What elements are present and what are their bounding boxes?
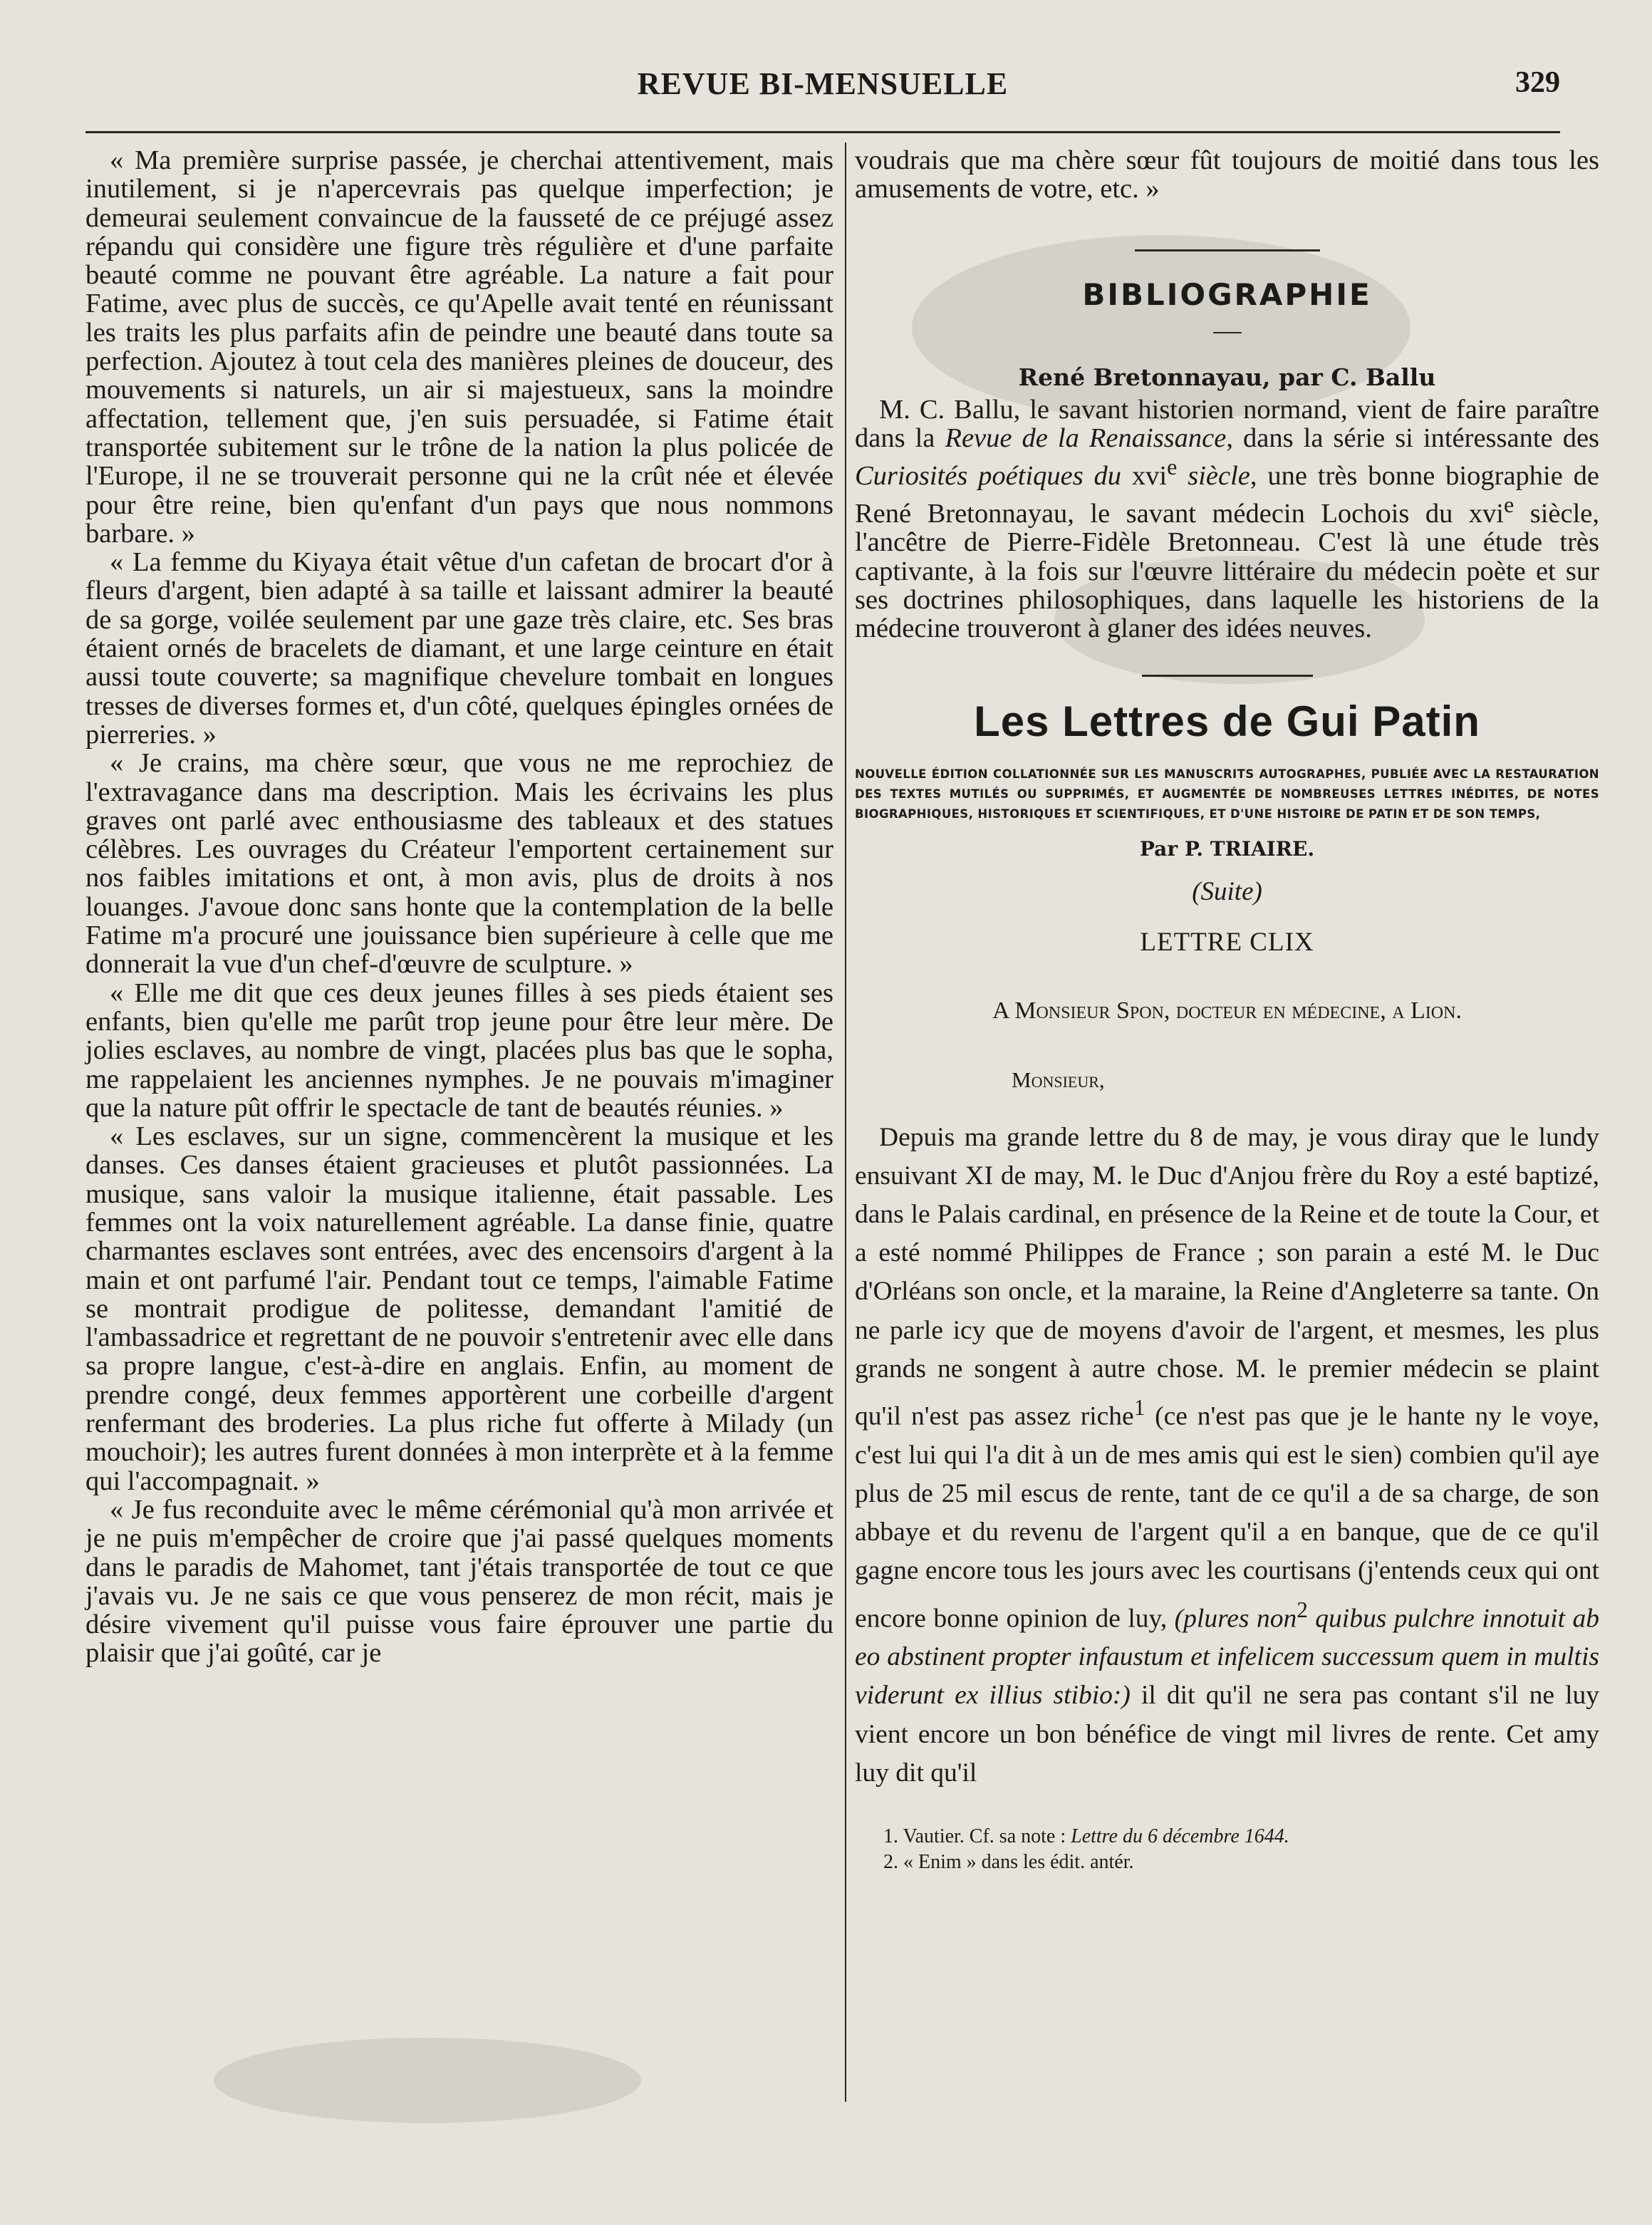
heading-dash: [1213, 332, 1242, 333]
footnote-ref: 2: [1297, 1597, 1308, 1622]
continued-paragraph: voudrais que ma chère sœur fût toujours de moitié dans tous les amusements de votre, etc. »: [855, 145, 1599, 204]
page-number: 329: [1515, 66, 1560, 99]
letter-text-part: Depuis ma grande lettre du 8 de may, je vous diray que le lundy ensuivant XI de may, M. le Duc d'Anjou frère du Roy a esté baptizé, dans le Palais cardinal, en présence de la Reine et de toute la Cour, et a esté nommé Philippes de France ; son parain a esté M. le Duc d'Orléans son oncle, et la maraine, la Reine d'Angleterre sa tante. On ne parle icy que de moyens d'avoir de l'argent, et mesmes, les plus grands ne songent à autre chose. M. le premier médecin se plaint qu'il n'est pas assez riche: [855, 1122, 1599, 1431]
left-column: [85, 146, 833, 1668]
author-line: Par P. TRIAIRE.: [1139, 836, 1315, 861]
letter-text-part: il dit qu'il ne sera pas contant s'il ne luy vient encore un bon bénéfice de vingt mil livres de rente. Cet amy luy dit qu'il: [855, 1681, 1599, 1788]
footnote-text: Vautier. Cf. sa note :: [903, 1825, 1071, 1848]
revue-title: Revue de la Renaissance: [945, 422, 1227, 453]
footnote-text: « Enim » dans les édit. antér.: [903, 1851, 1134, 1874]
header-rule: [85, 131, 1560, 133]
footnote-number: 2.: [883, 1851, 898, 1874]
biblio-text-part: , dans la série si intéressante des: [1226, 422, 1600, 453]
paper-stain: [214, 2038, 641, 2123]
body-paragraph: « La femme du Kiyaya était vêtue d'un cafetan de brocart d'or à fleurs d'argent, bien adapté à sa taille et laissant admirer la beauté de sa gorge, voilée seulement par une gaze très claire, etc. Ses bras étaient ornés de bracelets de diamant, et une large ceinture en était aussi toute couverte; sa magnifique chevelure tombait en longues tresses de diverses formes et, d'un côté, quelques épingles ornées de pierreries. »: [85, 547, 833, 750]
journal-title: REVUE BI-MENSUELLE: [637, 66, 1009, 101]
footnote: [883, 1824, 1599, 1850]
biblio-text-part: [1177, 461, 1188, 491]
footnotes: [883, 1824, 1599, 1875]
bibliographie-text: [855, 395, 1599, 643]
letter-salutation: Monsieur,: [1012, 1067, 1105, 1092]
latin-quote: (plures non: [1174, 1604, 1297, 1634]
series-title: siècle: [1188, 461, 1250, 492]
letter-number: LETTRE CLIX: [1140, 927, 1314, 957]
footnote: [883, 1850, 1599, 1875]
column-divider: [845, 142, 846, 2102]
book-title: René Bretonnayau, par C. Ballu: [1018, 363, 1436, 391]
suite-label: (Suite): [1192, 876, 1262, 906]
body-paragraph: « Je fus reconduite avec le même cérémonial qu'à mon arrivée et je ne puis m'empêcher de croire que j'ai passé quelques moments dans le paradis de Mahomet, tant j'étais transportée de tout ce que j'avais vu. Je ne sais ce que vous penserez de mon récit, mais je désire vivement qu'il puisse vous faire éprouver une partie du plaisir que j'ai goûté, car je: [85, 1494, 833, 1669]
biblio-text-part: M. C. Ballu, le savant historien normand, vient de faire paraître dans la: [855, 394, 1599, 453]
section-rule: [1135, 249, 1320, 251]
section-rule: [1142, 675, 1313, 677]
footnote-number: 1.: [883, 1825, 898, 1848]
series-title: Curiosités poétiques du: [855, 461, 1122, 492]
footnote-ref: 1: [1133, 1395, 1146, 1421]
body-paragraph: « Ma première surprise passée, je cherchai attentivement, mais inutilement, si je n'apercevrais pas quelque imperfection; je demeurai seulement convaincue de la fausseté de ce préjugé assez répandu qui considère une figure très régulière et d'une parfaite beauté comme ne pouvant être agréable. La nature a fait pour Fatime, avec plus de succès, ce qu'Apelle avait tenté en réunissant les traits les plus parfaits afin de peindre une beauté dans toute sa perfection. Ajoutez à tout cela des manières pleines de douceur, des mouvements si naturels, un air si majestueux, sans la moindre affectation, tellement que, j'en suis persuadée, si Fatime était transportée subitement sur le trône de la nation la plus policée de l'Europe, il ne se trouverait personne qui ne la crût née et élevée pour être reine, bien qu'enfant d'un pays que nous nommons barbare. »: [85, 145, 833, 549]
running-header: [85, 66, 1560, 108]
body-paragraph: « Je crains, ma chère sœur, que vous ne me reprochiez de l'extravagance dans ma description. Mais les écrivains les plus graves ont parlé avec enthousiasme des tableaux et des statues célèbres. Les ouvrages du Créateur l'emportent certainement sur nos faibles imitations et ont, à mon avis, plus de droits à nos louanges. J'avoue donc sans honte que la contemplation de la belle Fatime m'a procuré une jouissance bien supérieure à celle que me donnerait la vue d'un chef-d'œuvre de sculpture. »: [85, 748, 833, 980]
superscript: e: [1167, 454, 1178, 480]
biblio-text-part: siècle, l'ancêtre de Pierre-Fidèle Bretonneau. C'est là une étude très captivante, à la fois sur l'œuvre littéraire du médecin poète et sur ses doctrines philosophiques, dans laquelle les historiens de la médecine trouveront à glaner des idées neuves.: [855, 499, 1599, 644]
body-paragraph: « Elle me dit que ces deux jeunes filles à ses pieds étaient ses enfants, bien qu'elle me parût trop jeune pour être leur mère. De jolies esclaves, au nombre de vingt, placées plus bas que le sopha, me rappelaient les anciennes nymphes. Je ne pouvais m'imaginer que la nature pût offrir le spectacle de tant de beautés réunies. »: [85, 977, 833, 1123]
letter-text-part: (ce n'est pas que je le hante ny le voye, c'est lui qui l'a dit à un de mes amis qui est le sien) combien qu'il aye plus de 25 mil escus de rente, tant de ce qu'il a de sa charge, de son abbaye et du revenu de l'argent qu'il a en banque, que de ce qu'il gagne encore tous les jours avec les courtisans (j'entends ceux qui ont encore bonne opinion de luy,: [855, 1401, 1599, 1634]
bibliographie-heading: BIBLIOGRAPHIE: [1082, 276, 1372, 312]
body-paragraph: « Les esclaves, sur un signe, commencèrent la musique et les danses. Ces danses étaient gracieuses et plutôt passionnées. La musique, sans valoir la musique italienne, était passable. Les femmes ont la voix naturellement agréable. La danse finie, quatre charmantes esclaves sont entrées, avec des encensoirs d'argent à la main et ont parfumé l'air. Pendant tout ce temps, l'aimable Fatime se montrait prodigue de politesse, demandant l'amitié de l'ambassadrice et regrettant de ne pouvoir s'entretenir avec elle dans sa propre langue, c'est-à-dire en anglais. Enfin, au moment de prendre congé, deux femmes apportèrent une corbeille d'argent renfermant des broderies. La plus riche fut offerte à Milady (un mouchoir); les autres furent données à mon interprète et à la femme qui l'accompagnait. »: [85, 1121, 833, 1496]
biblio-text-part: xvi: [1121, 461, 1168, 492]
edition-note: NOUVELLE ÉDITION COLLATIONNÉE SUR LES MANUSCRITS AUTOGRAPHES, PUBLIÉE AVEC LA RESTAURATION DES TEXTES MUTILÉS OU SUPPRIMÉS, ET AUGMENTÉE DE NOMBREUSES LETTRES INÉDITES, DE NOTES BIOGRAPHIQUES, HISTORIQUES ET SCIENTIFIQUES, ET D'UNE HISTOIRE DE PATIN ET DE SON TEMPS,: [855, 767, 1599, 821]
footnote-italic: Lettre du 6 décembre 1644.: [1071, 1825, 1289, 1848]
lettres-title: Les Lettres de Gui Patin: [974, 697, 1480, 745]
superscript: e: [1504, 492, 1515, 518]
biblio-text-part: , une très bonne biographie de René Bretonnayau, le savant médecin Lochois du xvi: [855, 461, 1600, 529]
letter-addressee: A Monsieur Spon, docteur en médecine, a Lion.: [992, 997, 1462, 1024]
latin-quote: quibus pulchre innotuit ab eo abstinent propter infaustum et infelicem successum quem in multis viderunt ex illius stibio:): [855, 1604, 1599, 1711]
right-column: [855, 146, 1599, 1875]
letter-body: [855, 1119, 1599, 1793]
